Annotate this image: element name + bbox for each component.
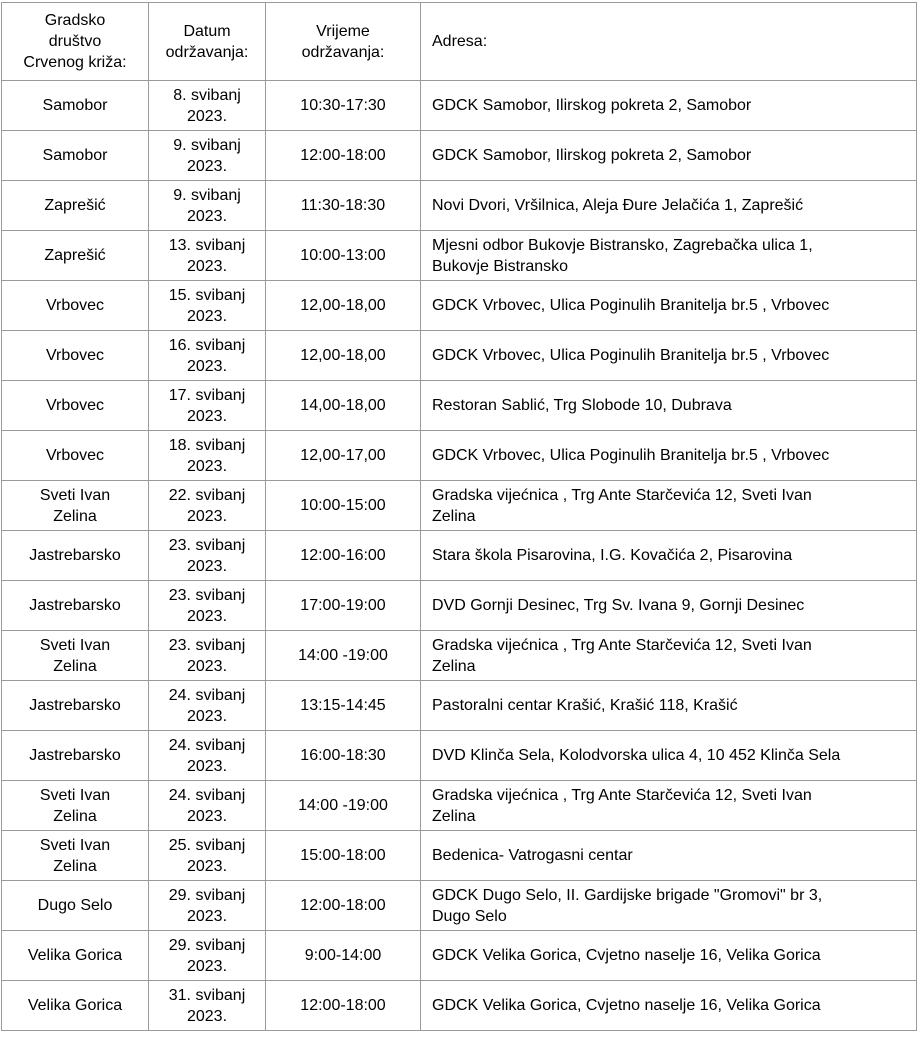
city-cell: Sveti Ivan Zelina <box>2 781 149 831</box>
date-cell: 9. svibanj 2023. <box>149 181 266 231</box>
date-cell: 24. svibanj 2023. <box>149 781 266 831</box>
time-cell: 12,00-18,00 <box>266 281 421 331</box>
city-cell: Vrbovec <box>2 381 149 431</box>
city-cell: Samobor <box>2 131 149 181</box>
table-body <box>2 81 917 1031</box>
address-cell: GDCK Dugo Selo, II. Gardijske brigade "Gromovi" br 3, Dugo Selo <box>421 881 917 931</box>
date-cell: 16. svibanj 2023. <box>149 331 266 381</box>
address-cell: Gradska vijećnica , Trg Ante Starčevića 12, Sveti Ivan Zelina <box>421 481 917 531</box>
table-row <box>2 581 917 631</box>
address-cell: GDCK Samobor, Ilirskog pokreta 2, Samobor <box>421 81 917 131</box>
header-time: Vrijeme održavanja: <box>266 3 421 81</box>
address-cell: DVD Klinča Sela, Kolodvorska ulica 4, 10 452 Klinča Sela <box>421 731 917 781</box>
date-cell: 23. svibanj 2023. <box>149 581 266 631</box>
address-cell: Gradska vijećnica , Trg Ante Starčevića 12, Sveti Ivan Zelina <box>421 631 917 681</box>
time-cell: 14:00 -19:00 <box>266 631 421 681</box>
date-cell: 15. svibanj 2023. <box>149 281 266 331</box>
address-cell: Mjesni odbor Bukovje Bistransko, Zagrebačka ulica 1, Bukovje Bistransko <box>421 231 917 281</box>
address-cell: GDCK Samobor, Ilirskog pokreta 2, Samobor <box>421 131 917 181</box>
city-cell: Dugo Selo <box>2 881 149 931</box>
date-cell: 24. svibanj 2023. <box>149 681 266 731</box>
time-cell: 13:15-14:45 <box>266 681 421 731</box>
table-row <box>2 231 917 281</box>
table-row <box>2 631 917 681</box>
table-row <box>2 981 917 1031</box>
city-cell: Jastrebarsko <box>2 681 149 731</box>
time-cell: 10:30-17:30 <box>266 81 421 131</box>
address-cell: Stara škola Pisarovina, I.G. Kovačića 2, Pisarovina <box>421 531 917 581</box>
address-cell: Novi Dvori, Vršilnica, Aleja Đure Jelačića 1, Zaprešić <box>421 181 917 231</box>
time-cell: 12,00-17,00 <box>266 431 421 481</box>
time-cell: 12:00-16:00 <box>266 531 421 581</box>
address-cell: Gradska vijećnica , Trg Ante Starčevića 12, Sveti Ivan Zelina <box>421 781 917 831</box>
table-row <box>2 781 917 831</box>
city-cell: Velika Gorica <box>2 981 149 1031</box>
table-row <box>2 731 917 781</box>
time-cell: 15:00-18:00 <box>266 831 421 881</box>
time-cell: 9:00-14:00 <box>266 931 421 981</box>
date-cell: 18. svibanj 2023. <box>149 431 266 481</box>
date-cell: 17. svibanj 2023. <box>149 381 266 431</box>
date-cell: 13. svibanj 2023. <box>149 231 266 281</box>
city-cell: Velika Gorica <box>2 931 149 981</box>
city-cell: Vrbovec <box>2 331 149 381</box>
header-row <box>2 3 917 81</box>
city-cell: Samobor <box>2 81 149 131</box>
address-cell: Pastoralni centar Krašić, Krašić 118, Krašić <box>421 681 917 731</box>
time-cell: 10:00-15:00 <box>266 481 421 531</box>
city-cell: Vrbovec <box>2 281 149 331</box>
city-cell: Sveti Ivan Zelina <box>2 481 149 531</box>
table-row <box>2 81 917 131</box>
city-cell: Zaprešić <box>2 181 149 231</box>
table-row <box>2 331 917 381</box>
date-cell: 25. svibanj 2023. <box>149 831 266 881</box>
address-cell: GDCK Velika Gorica, Cvjetno naselje 16, Velika Gorica <box>421 931 917 981</box>
time-cell: 12:00-18:00 <box>266 131 421 181</box>
time-cell: 11:30-18:30 <box>266 181 421 231</box>
address-cell: GDCK Velika Gorica, Cvjetno naselje 16, Velika Gorica <box>421 981 917 1031</box>
time-cell: 12:00-18:00 <box>266 881 421 931</box>
table-row <box>2 481 917 531</box>
city-cell: Zaprešić <box>2 231 149 281</box>
table-row <box>2 431 917 481</box>
table-row <box>2 931 917 981</box>
address-cell: Bedenica- Vatrogasni centar <box>421 831 917 881</box>
time-cell: 12,00-18,00 <box>266 331 421 381</box>
time-cell: 12:00-18:00 <box>266 981 421 1031</box>
table-row <box>2 881 917 931</box>
time-cell: 14:00 -19:00 <box>266 781 421 831</box>
city-cell: Sveti Ivan Zelina <box>2 831 149 881</box>
table-row <box>2 531 917 581</box>
city-cell: Jastrebarsko <box>2 731 149 781</box>
city-cell: Jastrebarsko <box>2 531 149 581</box>
header-city: Gradsko društvo Crvenog križa: <box>2 3 149 81</box>
time-cell: 10:00-13:00 <box>266 231 421 281</box>
donation-schedule-table <box>1 2 917 1031</box>
header-address: Adresa: <box>421 3 917 81</box>
date-cell: 23. svibanj 2023. <box>149 531 266 581</box>
header-date: Datum održavanja: <box>149 3 266 81</box>
table-row <box>2 181 917 231</box>
date-cell: 29. svibanj 2023. <box>149 881 266 931</box>
date-cell: 22. svibanj 2023. <box>149 481 266 531</box>
table-row <box>2 381 917 431</box>
city-cell: Vrbovec <box>2 431 149 481</box>
address-cell: Restoran Sablić, Trg Slobode 10, Dubrava <box>421 381 917 431</box>
date-cell: 29. svibanj 2023. <box>149 931 266 981</box>
address-cell: GDCK Vrbovec, Ulica Poginulih Branitelja br.5 , Vrbovec <box>421 331 917 381</box>
city-cell: Jastrebarsko <box>2 581 149 631</box>
date-cell: 31. svibanj 2023. <box>149 981 266 1031</box>
table-row <box>2 681 917 731</box>
address-cell: GDCK Vrbovec, Ulica Poginulih Branitelja br.5 , Vrbovec <box>421 281 917 331</box>
table-row <box>2 281 917 331</box>
time-cell: 14,00-18,00 <box>266 381 421 431</box>
time-cell: 16:00-18:30 <box>266 731 421 781</box>
address-cell: DVD Gornji Desinec, Trg Sv. Ivana 9, Gornji Desinec <box>421 581 917 631</box>
table-row <box>2 831 917 881</box>
time-cell: 17:00-19:00 <box>266 581 421 631</box>
address-cell: GDCK Vrbovec, Ulica Poginulih Branitelja br.5 , Vrbovec <box>421 431 917 481</box>
table-row <box>2 131 917 181</box>
date-cell: 9. svibanj 2023. <box>149 131 266 181</box>
date-cell: 24. svibanj 2023. <box>149 731 266 781</box>
city-cell: Sveti Ivan Zelina <box>2 631 149 681</box>
date-cell: 23. svibanj 2023. <box>149 631 266 681</box>
date-cell: 8. svibanj 2023. <box>149 81 266 131</box>
